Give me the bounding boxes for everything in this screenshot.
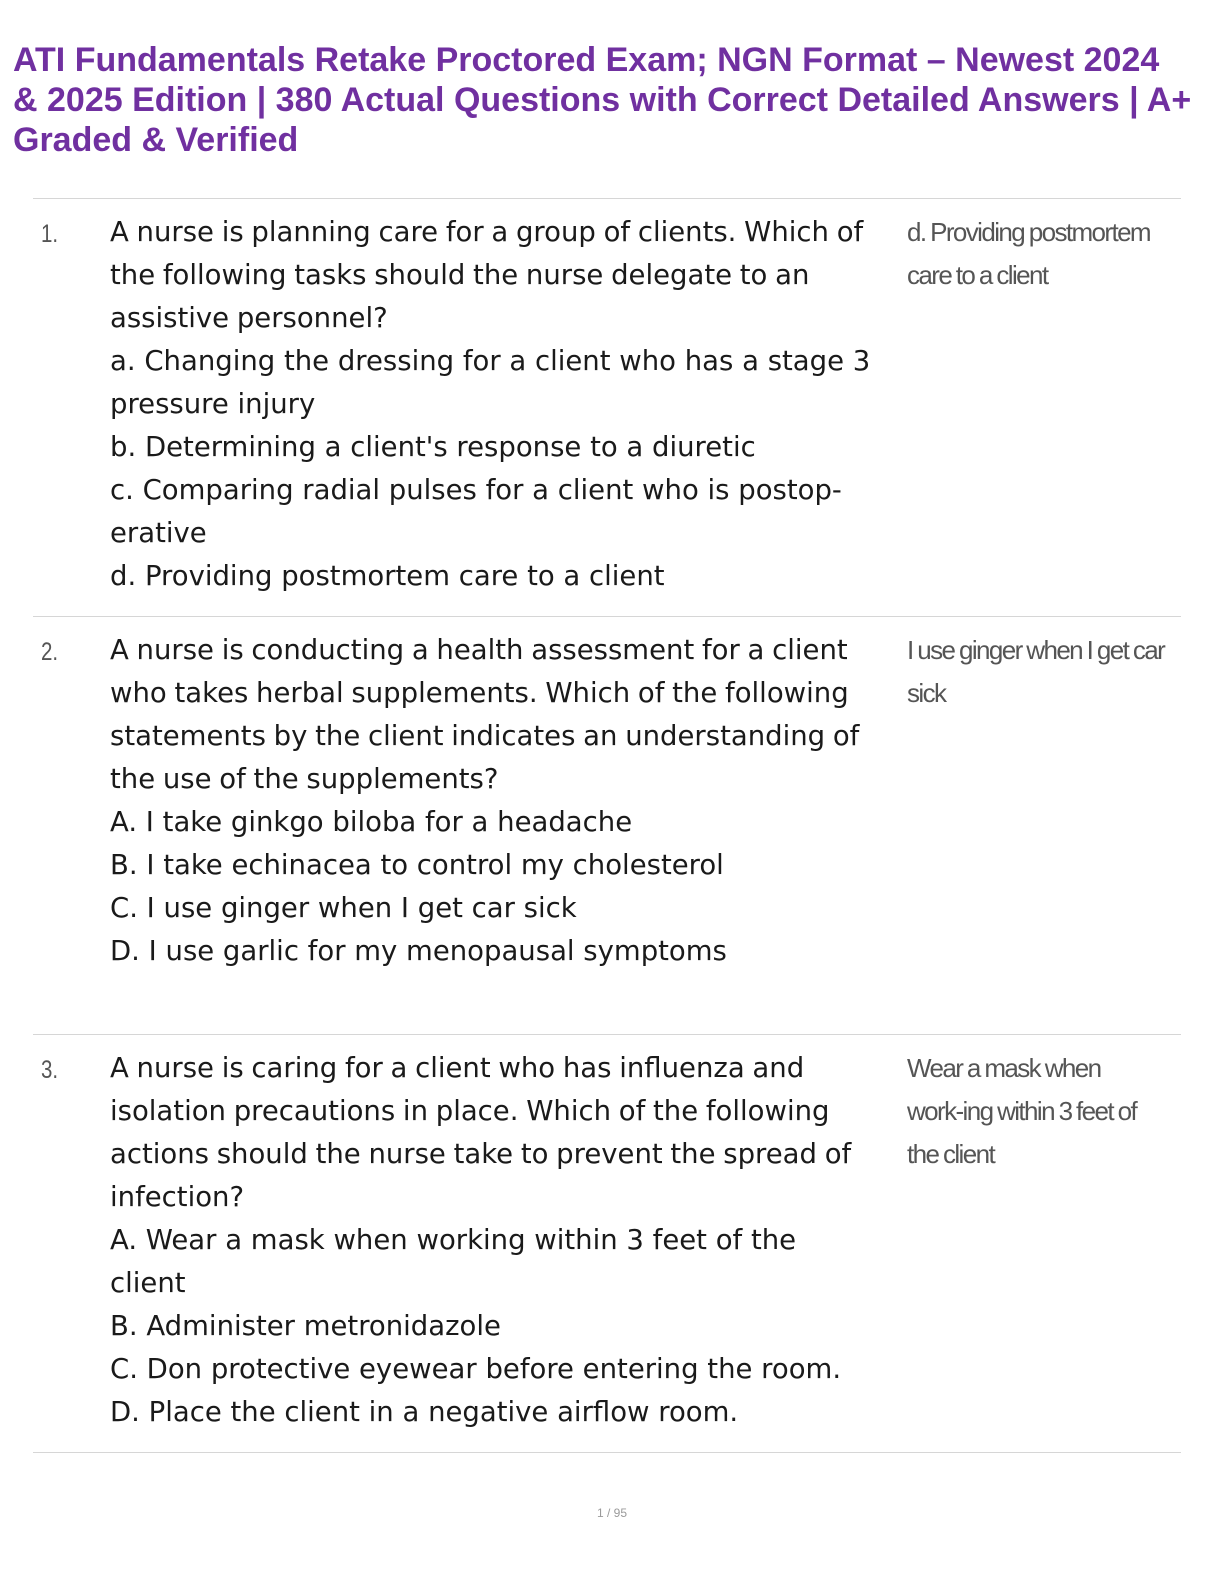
question-2 — [110, 629, 902, 973]
option-d: D. Place the client in a negative airflow room. — [110, 1396, 739, 1428]
question-number: 3. — [41, 1056, 59, 1084]
question-stem: A nurse is conducting a health assessment for a client who takes herbal supplements. Which of the following statements by the client indicates an understanding of the use of the supplements? — [110, 634, 860, 795]
page-indicator: 1 / 95 — [596, 1506, 628, 1520]
option-c: C. I use ginger when I get car sick — [110, 892, 577, 924]
divider — [33, 616, 1181, 617]
option-c: C. Don protective eyewear before entering the room. — [110, 1353, 842, 1385]
answer-text: Wear a mask when work-ing within 3 feet of the client — [907, 1053, 1137, 1169]
question-1 — [110, 211, 902, 598]
document-title: ATI Fundamentals Retake Proctored Exam; NGN Format – Newest 2024 & 2025 Edition | 380 Actual Questions with Correct Detailed Answers | A+ Graded & Verified — [13, 41, 1192, 159]
answer-text: I use ginger when I get car sick — [907, 635, 1165, 708]
option-a: A. Wear a mask when working within 3 feet of the client — [110, 1224, 797, 1299]
question-number: 1. — [41, 220, 59, 248]
option-b: B. Administer metronidazole — [110, 1310, 501, 1342]
divider — [33, 1452, 1181, 1453]
option-b: B. I take echinacea to control my cholesterol — [110, 849, 724, 881]
question-stem: A nurse is planning care for a group of clients. Which of the following tasks should the nurse delegate to an assistive personnel? — [110, 216, 864, 334]
option-a: a. Changing the dressing for a client who has a stage 3 pressure injury — [110, 345, 871, 420]
question-3 — [110, 1047, 902, 1434]
question-number: 2. — [41, 638, 59, 666]
divider — [33, 1034, 1181, 1035]
divider — [33, 198, 1181, 199]
answer-text: d. Providing postmortem care to a client — [907, 217, 1150, 290]
option-a: A. I take ginkgo biloba for a headache — [110, 806, 633, 838]
option-c: c. Comparing radial pulses for a client who is postop-erative — [110, 474, 842, 549]
question-stem: A nurse is caring for a client who has influenza and isolation precautions in place. Which of the following actions should the nurse take to prevent the spread of infection? — [110, 1052, 852, 1213]
option-d: d. Providing postmortem care to a client — [110, 560, 665, 592]
option-b: b. Determining a client's response to a diuretic — [110, 431, 756, 463]
option-d: D. I use garlic for my menopausal symptoms — [110, 935, 727, 967]
